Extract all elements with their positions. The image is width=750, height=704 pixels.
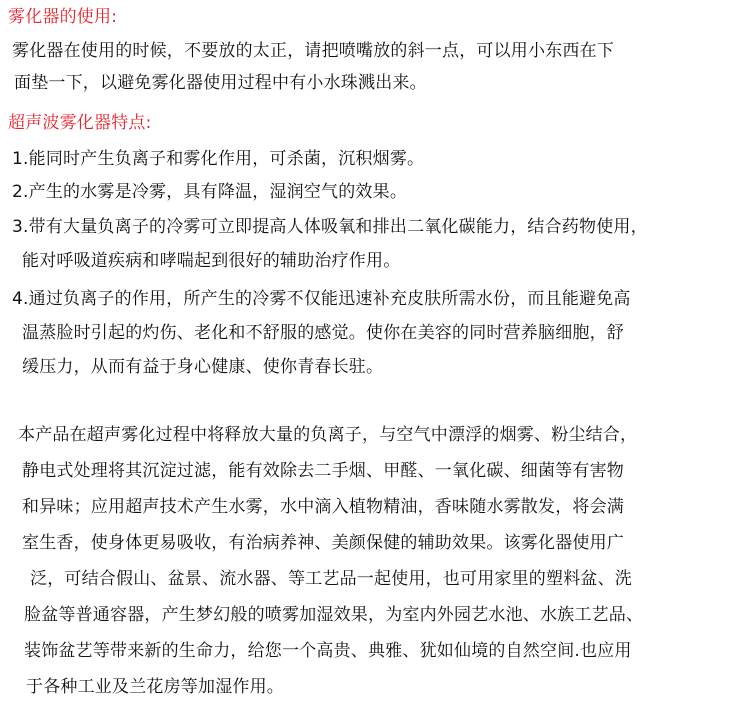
description-line: 于各种工业及兰花房等加湿作用。 (26, 677, 284, 697)
usage-line: 雾化器在使用的时候，不要放的太正，请把喷嘴放的斜一点，可以用小东西在下 (12, 41, 614, 61)
feature-item: 4.通过负离子的作用，所产生的冷雾不仅能迅速补充皮肤所需水份，而且能避免高 (12, 289, 631, 309)
description-line: 脸盆等普通容器，产生梦幻般的喷雾加湿效果，为室内外园艺水池、水族工艺品、 (24, 605, 644, 625)
features-heading: 超声波雾化器特点: (8, 113, 152, 133)
usage-heading: 雾化器的使用: (8, 7, 118, 27)
description-line: 装饰盆艺等带来新的生命力，给您一个高贵、典雅、犹如仙境的自然空间.也应用 (24, 641, 632, 661)
usage-line: 面垫一下，以避免雾化器使用过程中有小水珠溅出来。 (14, 73, 427, 93)
description-line: 泛，可结合假山、盆景、流水器、等工艺品一起使用，也可用家里的塑料盆、洗 (30, 569, 632, 589)
feature-item-continuation: 缓压力，从而有益于身心健康、使你青春长驻。 (22, 357, 384, 377)
description-line: 和异味；应用超声技术产生水雾，水中滴入植物精油，香味随水雾散发，将会满 (22, 497, 624, 517)
feature-item-continuation: 温蒸脸时引起的灼伤、老化和不舒服的感觉。使你在美容的同时营养脑细胞，舒 (22, 323, 624, 343)
feature-item-continuation: 能对呼吸道疾病和哮喘起到很好的辅助治疗作用。 (22, 251, 401, 271)
description-line: 静电式处理将其沉淀过滤，能有效除去二手烟、甲醛、一氧化碳、细菌等有害物 (22, 461, 624, 481)
description-line: 室生香，使身体更易吸收，有治病养神、美颜保健的辅助效果。该雾化器使用广 (22, 533, 624, 553)
feature-item: 3.带有大量负离子的冷雾可立即提高人体吸氧和排出二氧化碳能力，结合药物使用， (12, 217, 648, 237)
description-line: 本产品在超声雾化过程中将释放大量的负离子，与空气中漂浮的烟雾、粉尘结合， (18, 425, 638, 445)
feature-item: 2.产生的水雾是冷雾，具有降温，湿润空气的效果。 (12, 182, 408, 202)
feature-item: 1.能同时产生负离子和雾化作用，可杀菌，沉积烟雾。 (12, 149, 425, 169)
